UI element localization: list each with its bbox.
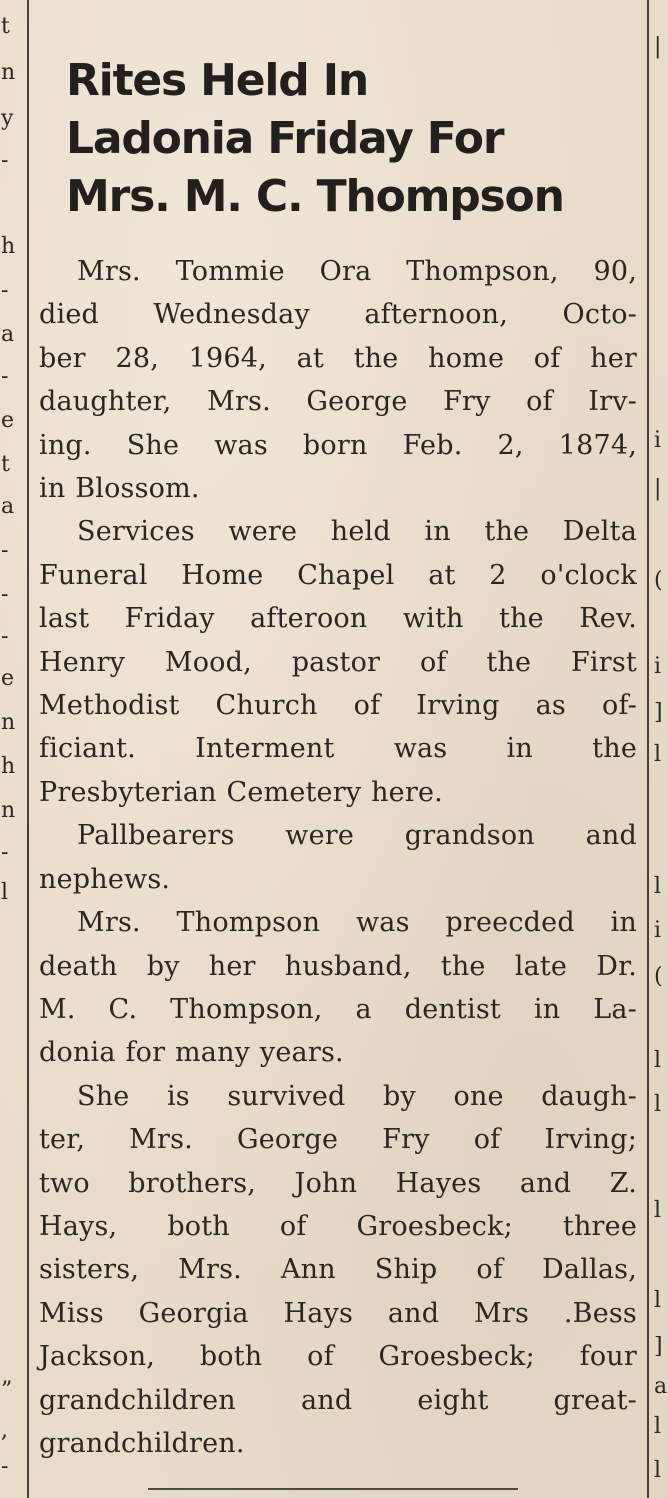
article-end-rule xyxy=(148,1488,518,1490)
text-line: Methodist Church of Irving as of- xyxy=(39,690,637,722)
text-line: died Wednesday afternoon, Octo- xyxy=(39,299,637,331)
text-line: nephews. xyxy=(39,863,171,895)
text-line: ficiant. Interment was in the xyxy=(39,733,637,765)
fragment: - xyxy=(1,840,9,865)
fragment: ( xyxy=(654,568,663,593)
headline-line: Ladonia Friday For xyxy=(66,113,504,164)
adjacent-column-fragments-right xyxy=(650,0,668,1498)
fragment: ] xyxy=(654,700,663,725)
fragment: n xyxy=(1,798,16,823)
text-line: in Blossom. xyxy=(39,473,200,505)
article-body xyxy=(39,250,637,1465)
fragment: n xyxy=(1,710,16,735)
fragment: i xyxy=(654,654,662,679)
text-line: last Friday afteroon with the Rev. xyxy=(39,603,637,635)
fragment: , xyxy=(1,1418,8,1443)
fragment: l xyxy=(654,1414,662,1439)
paragraph xyxy=(39,814,637,901)
fragment: ” xyxy=(1,1378,13,1403)
column-rule-left xyxy=(27,0,29,1498)
fragment: i xyxy=(654,428,662,453)
fragment: e xyxy=(1,408,15,433)
fragment: l xyxy=(654,742,662,767)
text-line: sisters, Mrs. Ann Ship of Dallas, xyxy=(39,1254,637,1286)
text-line: ber 28, 1964, at the home of her xyxy=(39,342,637,374)
headline-line: Mrs. M. C. Thompson xyxy=(66,171,564,222)
paragraph xyxy=(39,250,637,510)
text-line: ing. She was born Feb. 2, 1874, xyxy=(39,429,637,461)
text-line: ter, Mrs. George Fry of Irving; xyxy=(39,1124,637,1156)
fragment: | xyxy=(654,476,662,501)
fragment: a xyxy=(1,322,15,347)
fragment: l xyxy=(654,1288,662,1313)
fragment: a xyxy=(1,494,15,519)
fragment: - xyxy=(1,538,9,563)
fragment: y xyxy=(1,106,14,131)
fragment: l xyxy=(654,1458,662,1483)
fragment: - xyxy=(1,148,9,173)
fragment: ] xyxy=(654,1334,663,1359)
fragment: | xyxy=(654,34,662,59)
text-line: death by her husband, the late Dr. xyxy=(39,950,637,982)
text-line: Hays, both of Groesbeck; three xyxy=(39,1210,637,1242)
fragment: - xyxy=(1,364,9,389)
fragment: - xyxy=(1,582,9,607)
text-line: M. C. Thompson, a dentist in La- xyxy=(39,993,637,1025)
fragment: h xyxy=(1,234,16,259)
text-line: Mrs. Tommie Ora Thompson, 90, xyxy=(77,256,637,287)
text-line: Funeral Home Chapel at 2 o'clock xyxy=(39,559,637,591)
text-line: two brothers, John Hayes and Z. xyxy=(39,1167,637,1199)
fragment: l xyxy=(654,1198,662,1223)
paragraph xyxy=(39,1075,637,1466)
text-line: grandchildren. xyxy=(39,1427,245,1459)
text-line: Henry Mood, pastor of the First xyxy=(39,646,637,678)
headline xyxy=(66,52,626,226)
fragment: e xyxy=(1,666,15,691)
text-line: Mrs. Thompson was preecded in xyxy=(77,907,637,939)
adjacent-column-fragments-left xyxy=(0,0,26,1498)
text-line: Pallbearers were grandson and xyxy=(77,820,637,852)
column-rule-right xyxy=(647,0,649,1498)
fragment: l xyxy=(1,880,9,905)
text-line: She is survived by one daugh- xyxy=(77,1080,637,1112)
text-line: daughter, Mrs. George Fry of Irv- xyxy=(39,386,637,418)
text-line: grandchildren and eight great- xyxy=(39,1384,637,1416)
fragment: l xyxy=(654,1048,662,1073)
fragment: l xyxy=(654,874,662,899)
fragment: t xyxy=(1,452,10,477)
text-line: Jackson, both of Groesbeck; four xyxy=(39,1341,637,1373)
fragment: - xyxy=(1,624,9,649)
paragraph xyxy=(39,901,637,1075)
fragment: h xyxy=(1,754,16,779)
text-line: Services were held in the Delta xyxy=(77,516,637,548)
fragment: l xyxy=(654,1092,662,1117)
headline-line: Rites Held In xyxy=(66,55,369,106)
text-line: Miss Georgia Hays and Mrs .Bess xyxy=(39,1297,637,1329)
fragment: - xyxy=(1,1454,9,1479)
text-line: Presbyterian Cemetery here. xyxy=(39,776,443,808)
fragment: ( xyxy=(654,964,663,989)
fragment: t xyxy=(1,14,10,39)
paragraph xyxy=(39,510,637,814)
fragment: n xyxy=(1,60,16,85)
text-line: donia for many years. xyxy=(39,1037,344,1069)
fragment: i xyxy=(654,918,662,943)
fragment: a xyxy=(654,1374,668,1399)
fragment: - xyxy=(1,278,9,303)
